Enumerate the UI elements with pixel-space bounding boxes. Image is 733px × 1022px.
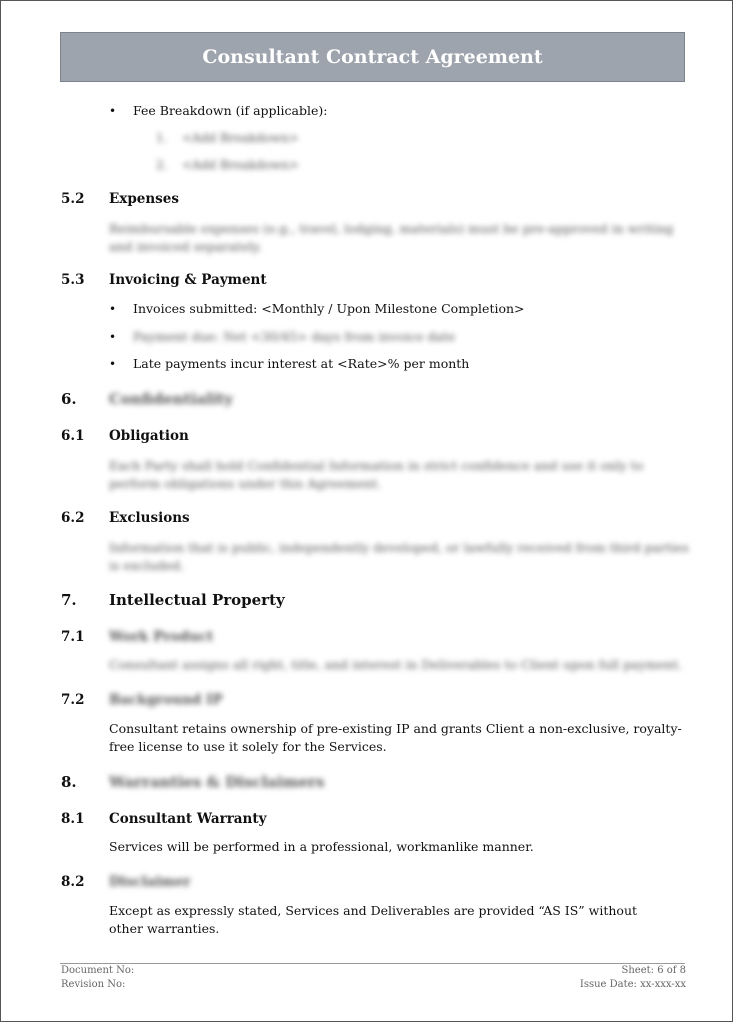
section-body: Services will be performed in a professional, workmanlike manner.: [109, 839, 534, 854]
section-body: Except as expressly stated, Services and Deliverables are provided “AS IS” without other warranties.: [109, 903, 638, 936]
fee-breakdown-bullet: [109, 102, 328, 120]
section-heading: Disclaimer: [109, 874, 191, 890]
section-heading: Background IP: [109, 692, 223, 708]
section-number: 5.2: [61, 191, 85, 207]
section-number: 6.2: [61, 510, 85, 526]
document-number: Document No:: [61, 965, 135, 976]
issue-date: Issue Date: xx-xxx-xx: [579, 979, 686, 990]
section-number: 7.: [61, 591, 77, 609]
invoice-bullet: • Late payments incur interest at <Rate>% per month: [109, 356, 470, 371]
section-heading: Intellectual Property: [109, 591, 285, 609]
section-number: 6.1: [61, 428, 85, 444]
section-number: 7.1: [61, 629, 85, 645]
section-number: 8.2: [61, 874, 85, 890]
bullet-dot: •: [109, 104, 117, 118]
sheet-number: Sheet: 6 of 8: [621, 965, 686, 976]
invoice-bullet: • Payment due: Net <30/45> days from invoice date: [109, 329, 456, 344]
section-body: Reimbursable expenses (e.g., travel, lodging, materials) must be pre-approved in writing and invoiced separately.: [109, 221, 674, 254]
section-number: 6.: [61, 390, 77, 408]
page-title: Consultant Contract Agreement: [202, 46, 543, 68]
section-heading: Consultant Warranty: [109, 811, 267, 827]
fee-breakdown-label: Fee Breakdown (if applicable):: [133, 103, 328, 118]
section-number: 8.1: [61, 811, 85, 827]
section-heading: Confidentiality: [109, 390, 234, 408]
title-banner: [60, 32, 685, 82]
fee-item: 1. <Add Breakdown>: [156, 131, 299, 145]
section-body: Each Party shall hold Confidential Information in strict confidence and use it only to perform obligations under this Agreement.: [109, 458, 644, 491]
section-heading: Exclusions: [109, 510, 190, 526]
section-heading: Expenses: [109, 191, 179, 207]
section-number: 7.2: [61, 692, 85, 708]
revision-number: Revision No:: [61, 979, 126, 990]
section-heading: Warranties & Disclaimers: [109, 773, 325, 791]
invoice-bullet: • Invoices submitted: <Monthly / Upon Milestone Completion>: [109, 301, 525, 316]
fee-item: 2. <Add Breakdown>: [156, 158, 299, 172]
section-heading: Obligation: [109, 428, 189, 444]
section-body: Consultant assigns all right, title, and interest in Deliverables to Client upon full payment.: [109, 657, 683, 672]
section-number: 8.: [61, 773, 77, 791]
section-heading: Invoicing & Payment: [109, 272, 267, 288]
section-heading: Work Product: [109, 629, 214, 645]
section-number: 5.3: [61, 272, 85, 288]
section-body: Information that is public, independently developed, or lawfully received from third parties is excluded.: [109, 540, 689, 573]
footer-divider: [60, 963, 685, 964]
section-body: Consultant retains ownership of pre-existing IP and grants Client a non-exclusive, royalty-free license to use it solely for the Services.: [109, 721, 682, 754]
